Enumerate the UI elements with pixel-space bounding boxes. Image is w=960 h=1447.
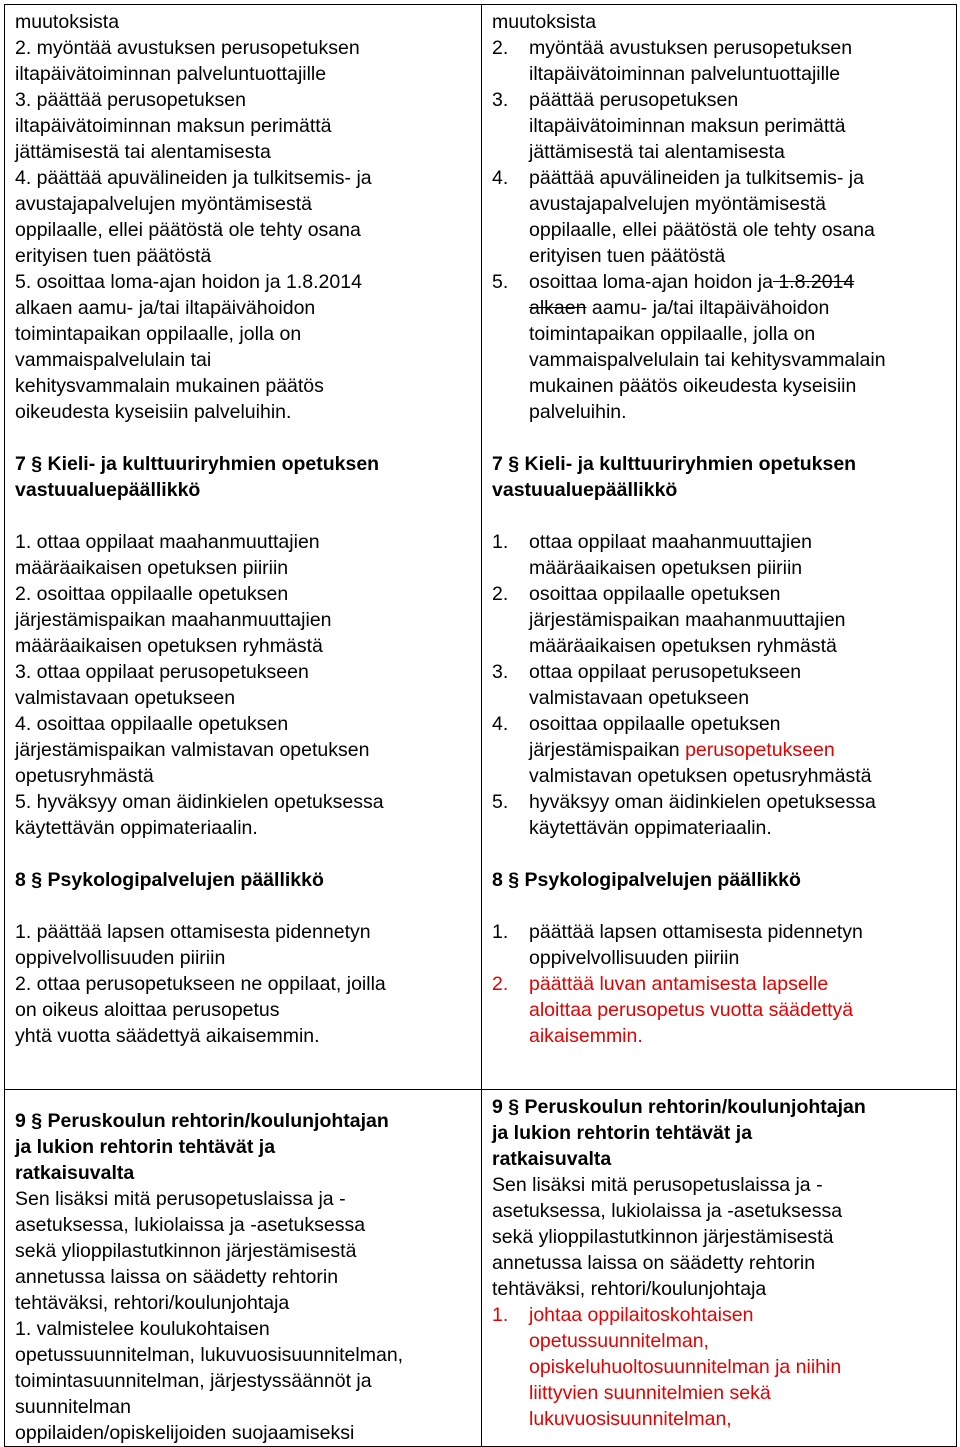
- list-item: [492, 971, 950, 1049]
- item-line: lukuvuosisuunnitelman,: [529, 1408, 732, 1430]
- intro-line: oikeudesta kyseisiin palveluihin.: [15, 401, 292, 423]
- section-9-body: [15, 1186, 475, 1446]
- item-text: [529, 789, 950, 841]
- item-text: [529, 581, 950, 659]
- item-line: johtaa oppilaitoskohtaisen: [529, 1304, 754, 1326]
- right-cell-top: [482, 5, 957, 1090]
- list-line: oppivelvollisuuden piiriin: [15, 947, 226, 969]
- item-number: 1.: [492, 921, 509, 943]
- list-line: 5. hyväksyy oman äidinkielen opetuksessa: [15, 791, 384, 813]
- item-line: erityisen tuen päätöstä: [529, 245, 726, 267]
- item-line: päättää lapsen ottamisesta pidennetyn: [529, 921, 863, 943]
- heading-line: vastuualuepäällikkö: [15, 479, 201, 501]
- item-line: opiskeluhuoltosuunnitelman ja niihin: [529, 1356, 842, 1378]
- body-line: suunnitelman: [15, 1396, 131, 1418]
- item-number: 3.: [492, 661, 509, 683]
- left-cell-bottom: [5, 1090, 482, 1447]
- body-line: toimintasuunnitelman, järjestyssäännöt ja: [15, 1370, 372, 1392]
- section-8-heading: 8 § Psykologipalvelujen päällikkö: [492, 869, 801, 891]
- item-line: palveluihin.: [529, 401, 627, 423]
- item-line: liittyvien suunnitelmien sekä: [529, 1382, 771, 1404]
- item-text: [529, 1302, 950, 1432]
- section-9-heading: [492, 1094, 950, 1172]
- intro-line: 5. osoittaa loma-ajan hoidon ja 1.8.2014: [15, 271, 362, 293]
- heading-line: 9 § Peruskoulun rehtorin/koulunjohtajan: [492, 1096, 866, 1118]
- item-line: hyväksyy oman äidinkielen opetuksessa: [529, 791, 876, 813]
- item-line: myöntää avustuksen perusopetuksen: [529, 37, 853, 59]
- list-line: valmistavaan opetukseen: [15, 687, 236, 709]
- intro-line: toimintapaikan oppilaalle, jolla on: [15, 323, 302, 345]
- intro-line: muutoksista: [492, 11, 597, 33]
- item-line: osoittaa oppilaalle opetuksen: [529, 713, 781, 735]
- body-line: annetussa laissa on säädetty rehtorin: [15, 1266, 339, 1288]
- item-text-plain: aamu- ja/tai iltapäivähoidon: [586, 297, 830, 319]
- list-item: [492, 789, 950, 841]
- section-7-heading: [492, 451, 950, 503]
- section-7-heading: [15, 451, 475, 503]
- list-item: [492, 711, 950, 789]
- heading-line: ja lukion rehtorin tehtävät ja: [492, 1122, 753, 1144]
- right-cell-bottom: [482, 1090, 957, 1447]
- list-line: määräaikaisen opetuksen ryhmästä: [15, 635, 323, 657]
- list-line: 2. osoittaa oppilaalle opetuksen: [15, 583, 289, 605]
- list-line: 4. osoittaa oppilaalle opetuksen: [15, 713, 289, 735]
- item-number: 4.: [492, 713, 509, 735]
- item-line: opetussuunnitelman,: [529, 1330, 709, 1352]
- item-line: käytettävän oppimateriaalin.: [529, 817, 772, 839]
- item-number: 1.: [492, 1304, 509, 1326]
- heading-line: 9 § Peruskoulun rehtorin/koulunjohtajan: [15, 1110, 389, 1132]
- item-line: määräaikaisen opetuksen ryhmästä: [529, 635, 837, 657]
- section-8-list: [492, 919, 950, 1049]
- body-line: oppilaiden/opiskelijoiden suojaamiseksi: [15, 1422, 355, 1444]
- list-line: opetusryhmästä: [15, 765, 154, 787]
- left-cell-top: [5, 5, 482, 1090]
- body-line: asetuksessa, lukiolaissa ja -asetuksessa: [492, 1200, 843, 1222]
- intro-line: jättämisestä tai alentamisesta: [15, 141, 271, 163]
- item-line: toimintapaikan oppilaalle, jolla on: [529, 323, 816, 345]
- item-line: aikaisemmin.: [529, 1025, 643, 1047]
- section-7-list: [492, 529, 950, 841]
- list-item: [492, 1302, 950, 1432]
- section-9-body: [492, 1172, 950, 1302]
- list-line: määräaikaisen opetuksen piiriin: [15, 557, 289, 579]
- list-line: 1. päättää lapsen ottamisesta pidennetyn: [15, 921, 371, 943]
- item-line: määräaikaisen opetuksen piiriin: [529, 557, 803, 579]
- list-line: 2. ottaa perusopetukseen ne oppilaat, joilla: [15, 973, 386, 995]
- item-number: 2.: [492, 37, 509, 59]
- section-8-heading: 8 § Psykologipalvelujen päällikkö: [15, 869, 324, 891]
- list-line: järjestämispaikan maahanmuuttajien: [15, 609, 332, 631]
- item-text: [529, 711, 950, 789]
- item-line: oppilaalle, ellei päätöstä ole tehty osana: [529, 219, 875, 241]
- intro-line: 3. päättää perusopetuksen: [15, 89, 246, 111]
- item-line: [529, 737, 950, 763]
- item-number: 4.: [492, 167, 509, 189]
- intro-line: oppilaalle, ellei päätöstä ole tehty osana: [15, 219, 361, 241]
- intro-line: iltapäivätoiminnan palveluntuottajille: [15, 63, 327, 85]
- item-line: päättää perusopetuksen: [529, 89, 739, 111]
- item-number: 1.: [492, 531, 509, 553]
- body-line: tehtäväksi, rehtori/koulunjohtaja: [15, 1292, 290, 1314]
- body-line: opetussuunnitelman, lukuvuosisuunnitelman,: [15, 1344, 404, 1366]
- list-item: [492, 269, 950, 425]
- item-line: iltapäivätoiminnan palveluntuottajille: [529, 63, 841, 85]
- heading-line: ratkaisuvalta: [15, 1162, 135, 1184]
- item-line: [529, 295, 950, 321]
- item-line: aloittaa perusopetus vuotta säädettyä: [529, 999, 854, 1021]
- intro-line: vammaispalvelulain tai: [15, 349, 212, 371]
- item-line: jättämisestä tai alentamisesta: [529, 141, 785, 163]
- item-line: avustajapalvelujen myöntämisestä: [529, 193, 826, 215]
- item-number: 5.: [492, 271, 509, 293]
- list-line: on oikeus aloittaa perusopetus: [15, 999, 280, 1021]
- item-number: 5.: [492, 791, 509, 813]
- inserted-text: perusopetukseen: [685, 739, 835, 761]
- item-text: [529, 659, 950, 711]
- intro-line: 2. myöntää avustuksen perusopetuksen: [15, 37, 360, 59]
- comparison-table: [4, 4, 957, 1447]
- item-text: [529, 529, 950, 581]
- heading-line: ratkaisuvalta: [492, 1148, 612, 1170]
- item-line: päättää apuvälineiden ja tulkitsemis- ja: [529, 167, 864, 189]
- item-number: 2.: [492, 583, 509, 605]
- body-line: tehtäväksi, rehtori/koulunjohtaja: [492, 1278, 767, 1300]
- body-line: asetuksessa, lukiolaissa ja -asetuksessa: [15, 1214, 366, 1236]
- intro-line: avustajapalvelujen myöntämisestä: [15, 193, 312, 215]
- item-text: [529, 35, 950, 87]
- item-text: [529, 971, 950, 1049]
- item-line: osoittaa oppilaalle opetuksen: [529, 583, 781, 605]
- deleted-text: alkaen: [529, 297, 587, 319]
- list-item: [492, 659, 950, 711]
- list-line: 1. ottaa oppilaat maahanmuuttajien: [15, 531, 320, 553]
- deleted-text: 1.8.2014: [772, 271, 855, 293]
- item-line: iltapäivätoiminnan maksun perimättä: [529, 115, 846, 137]
- intro-line: iltapäivätoiminnan maksun perimättä: [15, 115, 332, 137]
- list-item: [492, 165, 950, 269]
- heading-line: 7 § Kieli- ja kulttuuriryhmien opetuksen: [15, 453, 380, 475]
- intro-line: erityisen tuen päätöstä: [15, 245, 212, 267]
- list-item: [492, 581, 950, 659]
- item-line: ottaa oppilaat perusopetukseen: [529, 661, 802, 683]
- intro-line: kehitysvammalain mukainen päätös: [15, 375, 324, 397]
- heading-line: vastuualuepäällikkö: [492, 479, 678, 501]
- intro-line: muutoksista: [15, 11, 120, 33]
- section-8-list: [15, 919, 475, 1049]
- body-line: annetussa laissa on säädetty rehtorin: [492, 1252, 816, 1274]
- item-line: [529, 269, 950, 295]
- item-text: [529, 165, 950, 269]
- list-line: järjestämispaikan valmistavan opetuksen: [15, 739, 370, 761]
- heading-line: ja lukion rehtorin tehtävät ja: [15, 1136, 276, 1158]
- item-line: oppivelvollisuuden piiriin: [529, 947, 740, 969]
- item-text: [529, 269, 950, 425]
- item-number: 2.: [492, 973, 509, 995]
- item-number: 3.: [492, 89, 509, 111]
- item-text-plain: osoittaa loma-ajan hoidon ja: [529, 271, 773, 293]
- list-item: [492, 529, 950, 581]
- intro-block: [15, 9, 475, 425]
- body-line: Sen lisäksi mitä perusopetuslaissa ja -: [492, 1174, 823, 1196]
- heading-line: 7 § Kieli- ja kulttuuriryhmien opetuksen: [492, 453, 857, 475]
- item-line: päättää luvan antamisesta lapselle: [529, 973, 829, 995]
- item-line: ottaa oppilaat maahanmuuttajien: [529, 531, 812, 553]
- section-9-heading: [15, 1108, 475, 1186]
- list-line: 3. ottaa oppilaat perusopetukseen: [15, 661, 309, 683]
- item-line: järjestämispaikan maahanmuuttajien: [529, 609, 846, 631]
- intro-line: alkaen aamu- ja/tai iltapäivähoidon: [15, 297, 316, 319]
- body-line: Sen lisäksi mitä perusopetuslaissa ja -: [15, 1188, 346, 1210]
- body-line: sekä ylioppilastutkinnon järjestämisestä: [15, 1240, 357, 1262]
- list-item: [492, 87, 950, 165]
- list-line: käytettävän oppimateriaalin.: [15, 817, 258, 839]
- item-line: vammaispalvelulain tai kehitysvammalain: [529, 349, 886, 371]
- list-item: [492, 919, 950, 971]
- item-text-plain: järjestämispaikan: [529, 739, 686, 761]
- intro-line: 4. päättää apuvälineiden ja tulkitsemis- ja: [15, 167, 372, 189]
- item-text: [529, 919, 950, 971]
- body-line: 1. valmistelee koulukohtaisen: [15, 1318, 270, 1340]
- section-7-list: [15, 529, 475, 841]
- list-item: [492, 35, 950, 87]
- item-line: valmistavaan opetukseen: [529, 687, 750, 709]
- item-text: [529, 87, 950, 165]
- item-line: valmistavan opetuksen opetusryhmästä: [529, 765, 872, 787]
- item-line: mukainen päätös oikeudesta kyseisiin: [529, 375, 857, 397]
- list-line: yhtä vuotta säädettyä aikaisemmin.: [15, 1025, 320, 1047]
- body-line: sekä ylioppilastutkinnon järjestämisestä: [492, 1226, 834, 1248]
